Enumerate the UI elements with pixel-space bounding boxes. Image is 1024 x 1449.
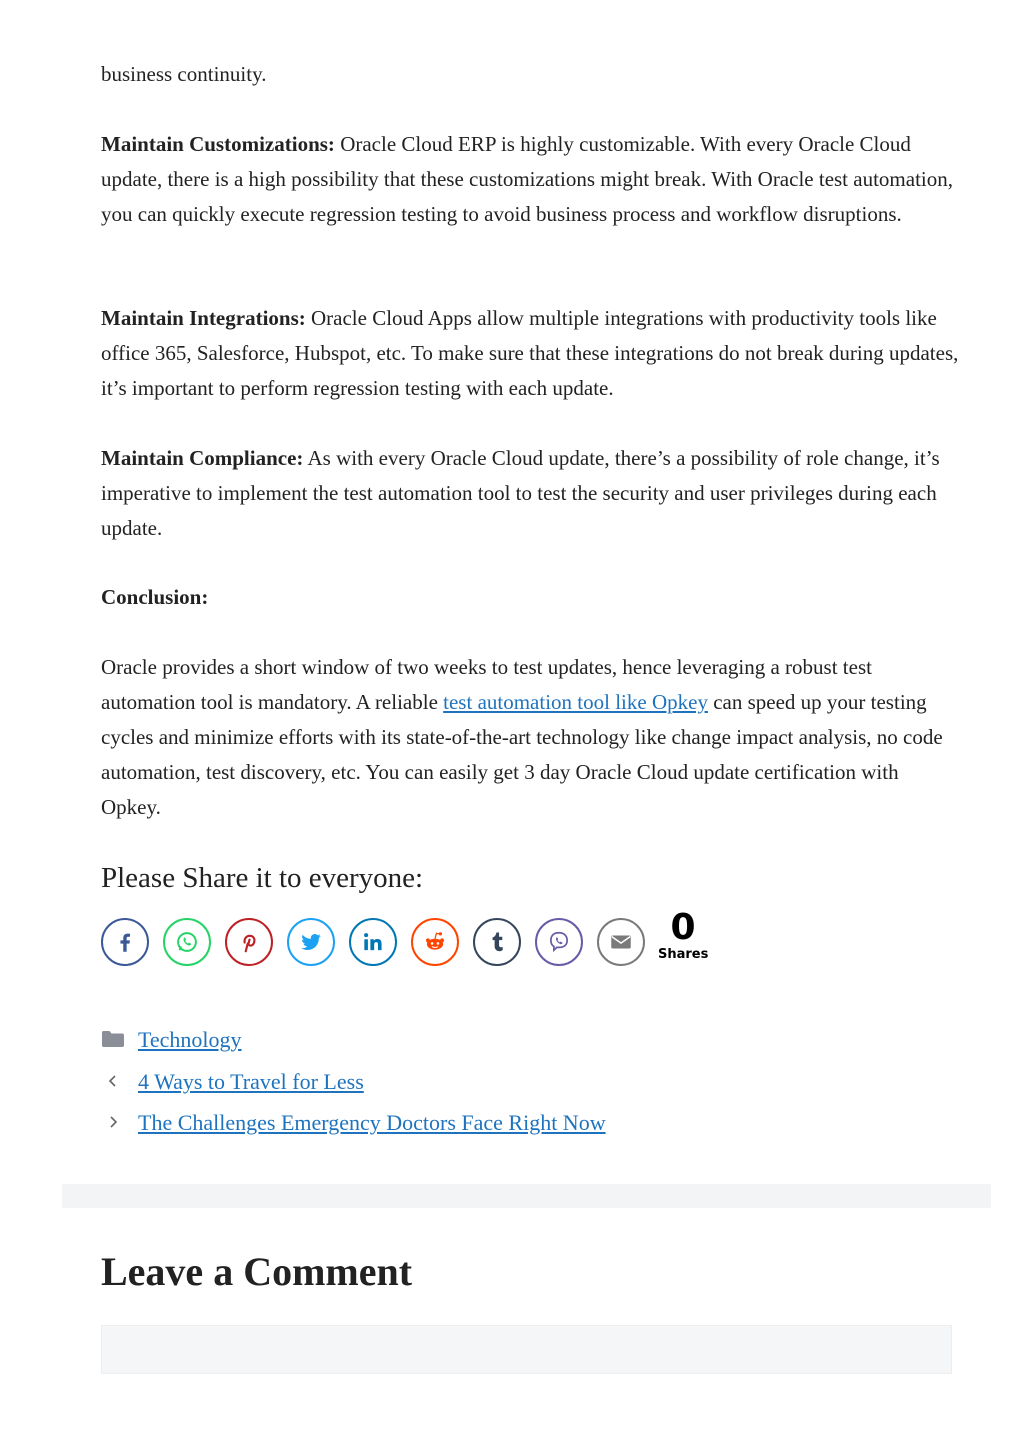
whatsapp-share-button[interactable] <box>163 918 211 966</box>
paragraph-customizations <box>101 127 961 232</box>
linkedin-share-button[interactable] <box>349 918 397 966</box>
text-conclusion-after: can speed up your testing cycles and minimize efforts with its state-of-the-art technology like change impact analysis, no code automation, test discovery, etc. You can easily get 3 day Oracle Cloud update certification with Opkey. <box>101 690 943 819</box>
comment-section-title: Leave a Comment <box>101 1249 413 1294</box>
chevron-right-icon <box>101 1110 125 1134</box>
facebook-share-button[interactable] <box>101 918 149 966</box>
tumblr-icon <box>484 929 510 955</box>
facebook-icon <box>112 929 138 955</box>
viber-icon <box>546 929 572 955</box>
section-divider <box>62 1184 991 1208</box>
twitter-share-button[interactable] <box>287 918 335 966</box>
twitter-icon <box>298 929 324 955</box>
comment-textarea[interactable] <box>101 1325 952 1374</box>
whatsapp-icon <box>174 929 200 955</box>
text-compliance: As with every Oracle Cloud update, there’s a possibility of role change, it’s imperative to implement the test automation tool to test the security and user privileges during each update. <box>101 446 940 540</box>
share-count-number: 0 <box>670 907 696 948</box>
paragraph-conclusion <box>101 650 961 825</box>
heading-customizations: Maintain Customizations: <box>101 132 335 156</box>
reddit-share-button[interactable] <box>411 918 459 966</box>
heading-integrations: Maintain Integrations: <box>101 306 306 330</box>
email-icon <box>608 929 634 955</box>
text-customizations: Oracle Cloud ERP is highly customizable. With every Oracle Cloud update, there is a high possibility that these customizations might break. With Oracle test automation, you can quickly execute regression testing to avoid business process and workflow disruptions. <box>101 132 953 226</box>
tumblr-share-button[interactable] <box>473 918 521 966</box>
paragraph-integrations <box>101 301 961 406</box>
viber-share-button[interactable] <box>535 918 583 966</box>
paragraph-compliance <box>101 441 961 546</box>
share-count <box>658 908 708 962</box>
chevron-left-icon <box>101 1069 125 1093</box>
pinterest-share-button[interactable] <box>225 918 273 966</box>
email-share-button[interactable] <box>597 918 645 966</box>
opkey-link[interactable]: test automation tool like Opkey <box>443 690 708 714</box>
text-integrations: Oracle Cloud Apps allow multiple integrations with productivity tools like office 365, Salesforce, Hubspot, etc. To make sure that these integrations do not break during updates, it’s important to perform regression testing with each update. <box>101 306 959 400</box>
text-conclusion-before: Oracle provides a short window of two weeks to test updates, hence leveraging a robust test automation tool is mandatory. A reliable <box>101 655 872 714</box>
previous-post-link[interactable]: 4 Ways to Travel for Less <box>138 1069 364 1094</box>
linkedin-icon <box>360 929 386 955</box>
folder-icon <box>101 1027 125 1051</box>
pinterest-icon <box>236 929 262 955</box>
paragraph-intro-end: business continuity. <box>101 62 267 86</box>
share-title: Please Share it to everyone: <box>101 862 424 894</box>
category-link[interactable]: Technology <box>138 1027 242 1052</box>
next-post-link[interactable]: The Challenges Emergency Doctors Face Right Now <box>138 1110 606 1135</box>
reddit-icon <box>422 929 448 955</box>
share-count-label: Shares <box>658 947 709 962</box>
paragraph-conclusion-heading <box>101 580 208 615</box>
heading-compliance: Maintain Compliance: <box>101 446 304 470</box>
heading-conclusion: Conclusion: <box>101 585 209 609</box>
